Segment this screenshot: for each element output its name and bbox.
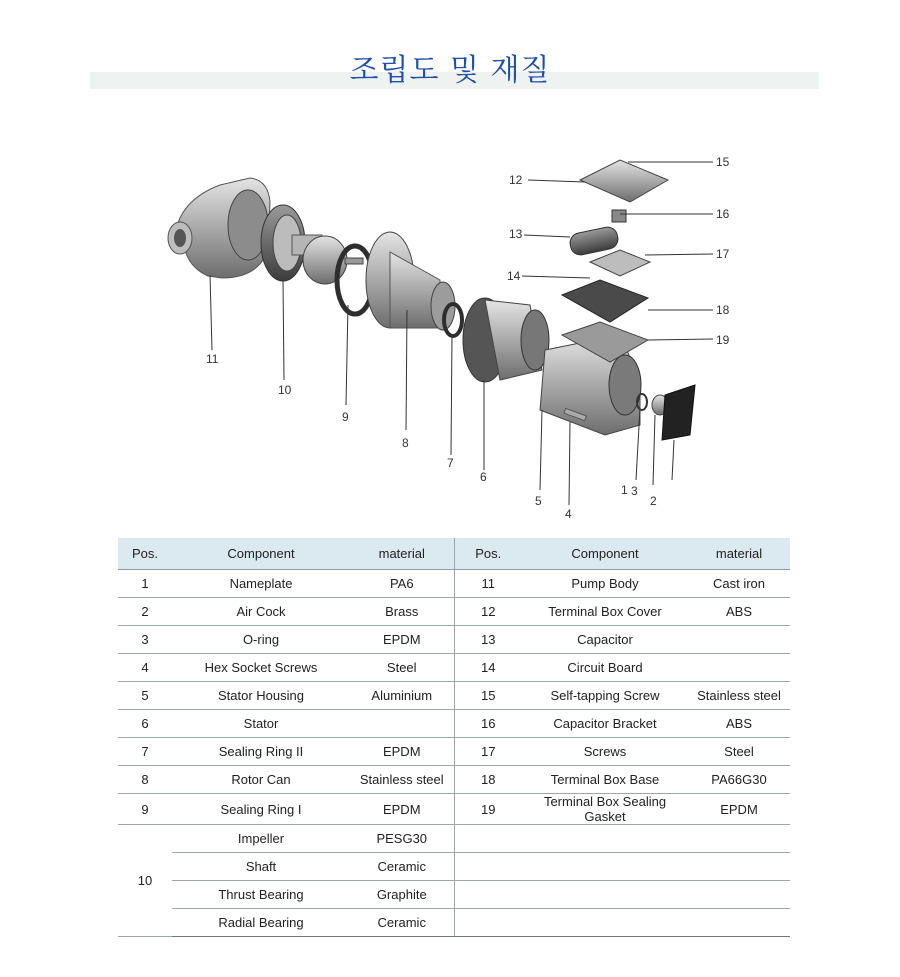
component-cell: Air Cock bbox=[172, 598, 350, 626]
empty-cell bbox=[454, 909, 790, 937]
material-cell: Ceramic bbox=[350, 853, 454, 881]
callout-1: 1 bbox=[621, 483, 628, 497]
table-row bbox=[118, 682, 790, 710]
pos-cell: 13 bbox=[454, 626, 522, 654]
materials-table bbox=[118, 538, 790, 937]
pos-cell: 14 bbox=[454, 654, 522, 682]
capacitor-part bbox=[568, 225, 620, 256]
material-cell: Cast iron bbox=[688, 570, 790, 598]
pos-cell: 19 bbox=[454, 794, 522, 825]
empty-cell bbox=[454, 825, 790, 853]
material-cell: EPDM bbox=[688, 794, 790, 825]
table-row bbox=[118, 598, 790, 626]
component-cell: Terminal Box Sealing Gasket bbox=[522, 794, 688, 825]
material-cell bbox=[350, 710, 454, 738]
component-cell: Sealing Ring I bbox=[172, 794, 350, 825]
material-cell: Ceramic bbox=[350, 909, 454, 937]
component-cell: Shaft bbox=[172, 853, 350, 881]
callout-8: 8 bbox=[402, 436, 409, 450]
table-row bbox=[118, 825, 790, 853]
nameplate-part bbox=[662, 385, 695, 440]
callout-14: 14 bbox=[507, 269, 521, 283]
material-cell: EPDM bbox=[350, 794, 454, 825]
material-cell: ABS bbox=[688, 598, 790, 626]
component-cell: Stator bbox=[172, 710, 350, 738]
callout-18: 18 bbox=[716, 303, 730, 317]
pump-body-part bbox=[168, 178, 270, 278]
pos-cell: 6 bbox=[118, 710, 172, 738]
callout-5: 5 bbox=[535, 494, 542, 508]
pos-cell: 9 bbox=[118, 794, 172, 825]
header-material: material bbox=[350, 538, 454, 570]
pos-cell-group: 10 bbox=[118, 825, 172, 937]
component-cell: Screws bbox=[522, 738, 688, 766]
callout-12: 12 bbox=[509, 173, 523, 187]
component-cell: Thrust Bearing bbox=[172, 881, 350, 909]
component-cell: Hex Socket Screws bbox=[172, 654, 350, 682]
table-row bbox=[118, 853, 790, 881]
table-row bbox=[118, 881, 790, 909]
table-row bbox=[118, 738, 790, 766]
terminal-box-cover-part bbox=[580, 160, 668, 202]
page-title: 조립도 및 재질 bbox=[349, 53, 551, 88]
header-pos-2: Pos. bbox=[454, 538, 522, 570]
table-row bbox=[118, 909, 790, 937]
table-row bbox=[118, 794, 790, 825]
component-cell: O-ring bbox=[172, 626, 350, 654]
callout-17: 17 bbox=[716, 247, 730, 261]
material-cell: Steel bbox=[688, 738, 790, 766]
callout-16: 16 bbox=[716, 207, 730, 221]
callout-7: 7 bbox=[447, 456, 454, 470]
material-cell: Brass bbox=[350, 598, 454, 626]
empty-cell bbox=[454, 853, 790, 881]
material-cell bbox=[688, 654, 790, 682]
material-cell: Graphite bbox=[350, 881, 454, 909]
component-cell: Capacitor Bracket bbox=[522, 710, 688, 738]
pos-cell: 3 bbox=[118, 626, 172, 654]
header-component: Component bbox=[172, 538, 350, 570]
callout-4: 4 bbox=[565, 507, 572, 520]
callout-2: 2 bbox=[650, 494, 657, 508]
table-header-row bbox=[118, 538, 790, 570]
component-cell: Rotor Can bbox=[172, 766, 350, 794]
material-cell: EPDM bbox=[350, 738, 454, 766]
circuit-board-part bbox=[590, 250, 650, 276]
pos-cell: 17 bbox=[454, 738, 522, 766]
material-cell: PA6 bbox=[350, 570, 454, 598]
component-cell: Capacitor bbox=[522, 626, 688, 654]
pos-cell: 15 bbox=[454, 682, 522, 710]
pos-cell: 16 bbox=[454, 710, 522, 738]
material-cell: PA66G30 bbox=[688, 766, 790, 794]
pos-cell: 12 bbox=[454, 598, 522, 626]
material-cell: Steel bbox=[350, 654, 454, 682]
pos-cell: 8 bbox=[118, 766, 172, 794]
table-row bbox=[118, 570, 790, 598]
material-cell: Aluminium bbox=[350, 682, 454, 710]
pos-cell: 11 bbox=[454, 570, 522, 598]
callout-3: 3 bbox=[631, 484, 638, 498]
capacitor-bracket-part bbox=[612, 210, 626, 222]
component-cell: Self-tapping Screw bbox=[522, 682, 688, 710]
component-cell: Nameplate bbox=[172, 570, 350, 598]
component-cell: Terminal Box Cover bbox=[522, 598, 688, 626]
table-row bbox=[118, 626, 790, 654]
callout-19: 19 bbox=[716, 333, 730, 347]
material-cell: EPDM bbox=[350, 626, 454, 654]
table-row bbox=[118, 654, 790, 682]
pos-cell: 18 bbox=[454, 766, 522, 794]
component-cell: Sealing Ring II bbox=[172, 738, 350, 766]
callout-15: 15 bbox=[716, 155, 730, 169]
component-cell: Impeller bbox=[172, 825, 350, 853]
stator-part bbox=[463, 298, 549, 382]
callout-13: 13 bbox=[509, 227, 523, 241]
callout-9: 9 bbox=[342, 410, 349, 424]
material-cell bbox=[688, 626, 790, 654]
header-material-2: material bbox=[688, 538, 790, 570]
terminal-box-base-part bbox=[562, 280, 648, 322]
component-cell: Radial Bearing bbox=[172, 909, 350, 937]
pos-cell: 1 bbox=[118, 570, 172, 598]
header-component-2: Component bbox=[522, 538, 688, 570]
empty-cell bbox=[454, 881, 790, 909]
material-cell: ABS bbox=[688, 710, 790, 738]
component-cell: Stator Housing bbox=[172, 682, 350, 710]
exploded-assembly-diagram bbox=[150, 140, 750, 520]
pos-cell: 7 bbox=[118, 738, 172, 766]
component-cell: Pump Body bbox=[522, 570, 688, 598]
rotor-can-part bbox=[366, 232, 455, 330]
pos-cell: 2 bbox=[118, 598, 172, 626]
callout-11: 11 bbox=[206, 352, 219, 366]
table-row bbox=[118, 766, 790, 794]
callout-6: 6 bbox=[480, 470, 487, 484]
callout-10: 10 bbox=[278, 383, 292, 397]
pos-cell: 5 bbox=[118, 682, 172, 710]
material-cell: Stainless steel bbox=[350, 766, 454, 794]
material-cell: Stainless steel bbox=[688, 682, 790, 710]
material-cell: PESG30 bbox=[350, 825, 454, 853]
impeller-assembly-part bbox=[261, 205, 363, 284]
pos-cell: 4 bbox=[118, 654, 172, 682]
component-cell: Terminal Box Base bbox=[522, 766, 688, 794]
header-pos: Pos. bbox=[118, 538, 172, 570]
component-cell: Circuit Board bbox=[522, 654, 688, 682]
table-row bbox=[118, 710, 790, 738]
